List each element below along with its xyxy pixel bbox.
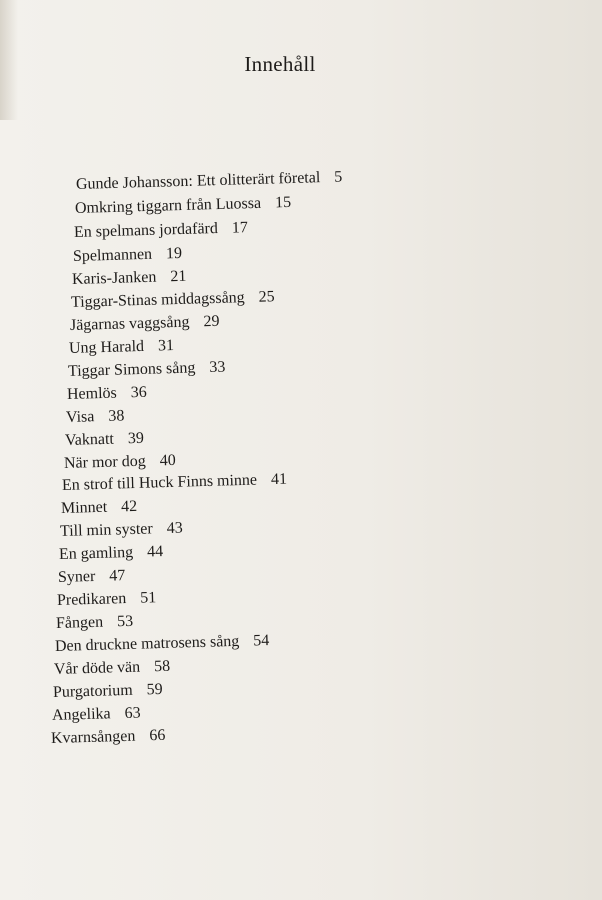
toc-entry — [57, 589, 157, 610]
toc-entry — [64, 452, 176, 473]
toc-entry — [65, 430, 144, 450]
toc-entry — [58, 567, 126, 587]
toc-entry-page: 31 — [157, 337, 175, 355]
page-title: Innehåll — [244, 52, 316, 76]
toc-entry — [70, 313, 220, 335]
toc-entry-title: Hemlös — [66, 384, 117, 403]
toc-entry-page: 17 — [231, 219, 249, 237]
toc-entry — [74, 219, 248, 242]
toc-entry — [76, 169, 343, 194]
toc-entry — [62, 471, 288, 495]
toc-entry-page: 54 — [253, 632, 270, 650]
toc-entry-page: 63 — [124, 704, 141, 722]
toc-entry-title: När mor dog — [63, 452, 146, 472]
toc-entry-page: 51 — [140, 589, 157, 607]
toc-entry-title: Omkring tiggarn från Luossa — [74, 194, 262, 217]
toc-entry-page: 33 — [209, 358, 226, 377]
toc-entry — [75, 194, 292, 218]
toc-entry-title: Minnet — [60, 498, 108, 517]
toc-entry — [52, 705, 141, 725]
toc-entry-page: 19 — [165, 244, 183, 263]
toc-entry-title: Purgatorium — [52, 681, 133, 701]
toc-entry-title: Spelmannen — [72, 245, 153, 265]
toc-entry-title: Jägarnas vaggsång — [69, 313, 190, 334]
toc-entry-title: Vår döde vän — [53, 658, 141, 678]
toc-entry-title: Tiggar-Stinas middagssång — [70, 289, 245, 311]
toc-entry-title: Syner — [57, 567, 96, 586]
toc-entry-title: En strof till Huck Finns minne — [61, 471, 258, 494]
toc-entry-page: 40 — [159, 451, 176, 470]
toc-entry-page: 41 — [270, 470, 288, 489]
toc-entry-page: 39 — [127, 429, 145, 448]
toc-entry-title: En gamling — [58, 543, 134, 563]
toc-entry-page: 47 — [109, 567, 126, 585]
toc-entry — [71, 288, 275, 312]
toc-entry-title: Tiggar Simons sång — [67, 359, 196, 380]
toc-entry — [67, 384, 147, 404]
toc-entry-page: 43 — [166, 519, 183, 538]
toc-entry — [61, 498, 138, 518]
toc-entry-page: 36 — [130, 383, 147, 402]
toc-entry-title: Den druckne matrosens sång — [54, 632, 240, 655]
toc-entry-page: 58 — [153, 657, 171, 676]
toc-entry-title: En spelmans jordafärd — [73, 219, 219, 241]
toc-entry — [55, 632, 270, 656]
toc-entry — [73, 245, 183, 266]
toc-entry — [72, 268, 187, 289]
toc-entry-title: Angelika — [51, 705, 111, 724]
toc-entry — [69, 337, 175, 358]
toc-entry-title: Till min syster — [59, 520, 153, 540]
toc-entry-page: 25 — [258, 288, 275, 306]
toc-entry-title: Karis-Janken — [71, 268, 157, 288]
toc-entry-title: Fången — [55, 613, 104, 632]
toc-entry-page: 66 — [149, 726, 166, 745]
toc-entry — [51, 727, 166, 748]
toc-entry-page: 5 — [334, 168, 343, 186]
toc-entry-title: Kvarnsången — [50, 727, 136, 747]
toc-entry — [59, 543, 164, 564]
toc-entry — [54, 658, 171, 679]
toc-entry-title: Gunde Johansson: Ett olitterärt företal — [75, 169, 321, 193]
toc-entry-page: 53 — [116, 612, 134, 631]
toc-entry — [56, 613, 134, 633]
toc-entry-page: 21 — [170, 267, 187, 286]
toc-entry-page: 44 — [146, 543, 164, 561]
toc-entry-page: 29 — [203, 312, 220, 331]
toc-entry-page: 15 — [274, 193, 292, 212]
toc-entry — [66, 407, 125, 427]
toc-entry-page: 38 — [108, 407, 125, 425]
toc-entry-title: Visa — [65, 408, 95, 426]
toc-entry-title: Predikaren — [56, 590, 127, 609]
toc-entry-title: Ung Harald — [68, 337, 145, 357]
toc-entry — [68, 359, 226, 381]
toc-entry — [53, 681, 163, 702]
toc-entry-page: 42 — [120, 497, 138, 516]
toc-entry — [60, 520, 183, 541]
toc-entry-title: Vaknatt — [64, 430, 115, 449]
toc-entry-page: 59 — [146, 680, 163, 699]
